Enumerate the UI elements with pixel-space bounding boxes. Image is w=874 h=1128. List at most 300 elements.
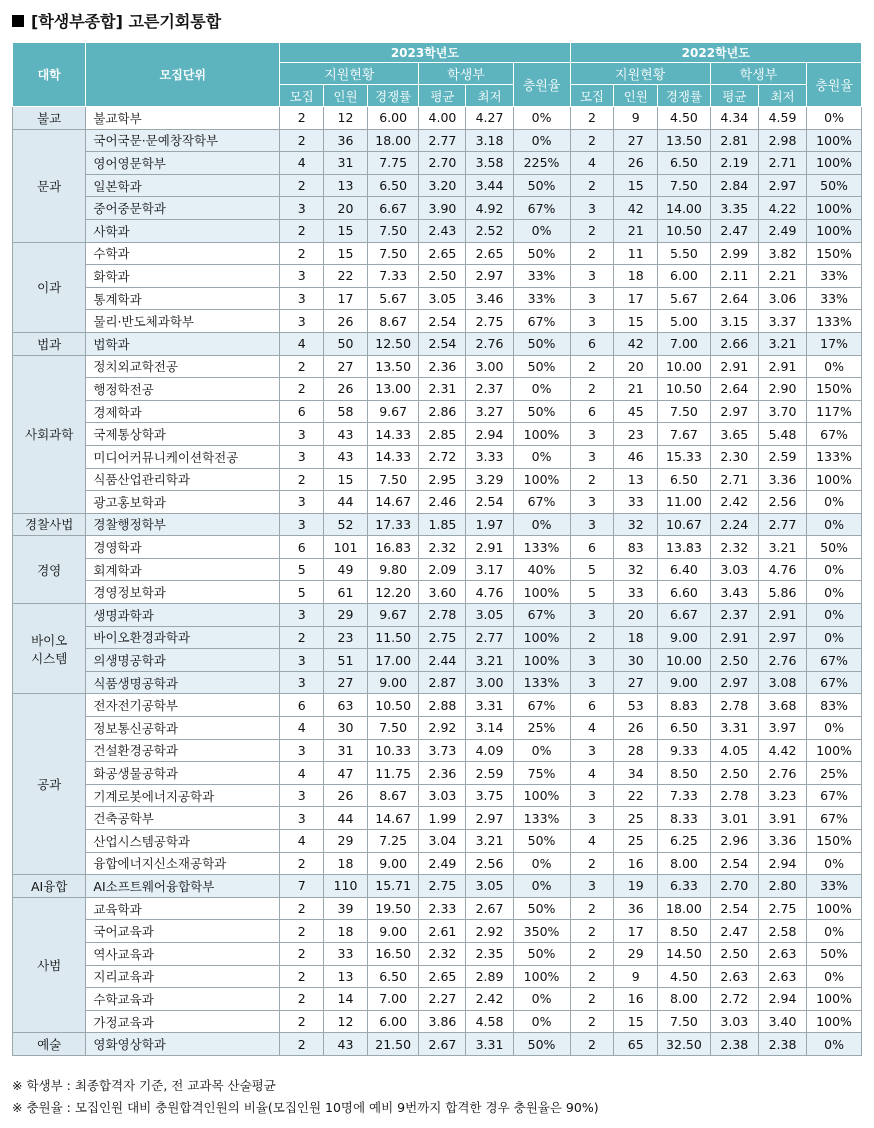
applicants-2023-cell: 20 [324, 197, 368, 220]
avg-2022-cell: 2.64 [710, 378, 758, 401]
header-apply-2023: 지원현황 [280, 63, 419, 85]
rate-2022-cell: 8.00 [658, 988, 711, 1011]
applicants-2022-cell: 65 [614, 1033, 658, 1056]
quota-2022-cell: 2 [570, 965, 614, 988]
rate-2023-cell: 6.50 [367, 965, 418, 988]
header-quota-2023: 모집 [280, 85, 324, 107]
quota-2023-cell: 3 [280, 265, 324, 288]
rate-2023-cell: 16.83 [367, 536, 418, 559]
avg-2023-cell: 2.95 [419, 468, 466, 491]
min-2023-cell: 3.44 [466, 174, 513, 197]
avg-2023-cell: 2.33 [419, 897, 466, 920]
quota-2022-cell: 6 [570, 536, 614, 559]
quota-2023-cell: 2 [280, 852, 324, 875]
avg-2023-cell: 2.54 [419, 310, 466, 333]
fill-2022-cell: 0% [807, 107, 862, 130]
rate-2023-cell: 8.67 [367, 784, 418, 807]
fill-2022-cell: 0% [807, 626, 862, 649]
table-row [13, 129, 862, 152]
min-2022-cell: 3.97 [758, 717, 806, 740]
quota-2023-cell: 6 [280, 400, 324, 423]
fill-2023-cell: 40% [513, 558, 570, 581]
fill-2023-cell: 133% [513, 671, 570, 694]
table-row [13, 875, 862, 898]
unit-cell: 경제학과 [86, 400, 280, 423]
fill-2022-cell: 0% [807, 491, 862, 514]
min-2023-cell: 2.91 [466, 536, 513, 559]
rate-2022-cell: 13.83 [658, 536, 711, 559]
quota-2022-cell: 3 [570, 310, 614, 333]
applicants-2022-cell: 19 [614, 875, 658, 898]
quota-2023-cell: 2 [280, 965, 324, 988]
min-2023-cell: 2.59 [466, 762, 513, 785]
min-2022-cell: 3.70 [758, 400, 806, 423]
quota-2022-cell: 2 [570, 174, 614, 197]
table-row [13, 897, 862, 920]
min-2023-cell: 3.00 [466, 671, 513, 694]
fill-2022-cell: 100% [807, 468, 862, 491]
rate-2023-cell: 10.33 [367, 739, 418, 762]
avg-2023-cell: 2.09 [419, 558, 466, 581]
fill-2022-cell: 33% [807, 265, 862, 288]
table-row [13, 784, 862, 807]
rate-2022-cell: 6.50 [658, 152, 711, 175]
fill-2023-cell: 0% [513, 219, 570, 242]
fill-2022-cell: 100% [807, 897, 862, 920]
header-apply-2022: 지원현황 [570, 63, 710, 85]
applicants-2023-cell: 27 [324, 671, 368, 694]
header-year-2023: 2023학년도 [280, 43, 570, 63]
unit-cell: 국제통상학과 [86, 423, 280, 446]
rate-2023-cell: 13.50 [367, 355, 418, 378]
rate-2022-cell: 14.50 [658, 942, 711, 965]
min-2022-cell: 2.49 [758, 219, 806, 242]
unit-cell: 의생명공학과 [86, 649, 280, 672]
fill-2022-cell: 83% [807, 694, 862, 717]
quota-2022-cell: 2 [570, 897, 614, 920]
table-row [13, 310, 862, 333]
unit-cell: 기계로봇에너지공학과 [86, 784, 280, 807]
rate-2023-cell: 5.67 [367, 287, 418, 310]
min-2023-cell: 2.37 [466, 378, 513, 401]
avg-2022-cell: 3.35 [710, 197, 758, 220]
avg-2023-cell: 2.70 [419, 152, 466, 175]
rate-2022-cell: 4.50 [658, 965, 711, 988]
applicants-2023-cell: 36 [324, 129, 368, 152]
fill-2022-cell: 67% [807, 671, 862, 694]
quota-2023-cell: 3 [280, 784, 324, 807]
table-row [13, 965, 862, 988]
quota-2022-cell: 2 [570, 988, 614, 1011]
min-2022-cell: 2.91 [758, 355, 806, 378]
min-2023-cell: 2.65 [466, 242, 513, 265]
college-cell: 공과 [13, 694, 86, 875]
applicants-2022-cell: 34 [614, 762, 658, 785]
fill-2022-cell: 0% [807, 604, 862, 627]
rate-2022-cell: 6.50 [658, 717, 711, 740]
min-2023-cell: 3.00 [466, 355, 513, 378]
applicants-2022-cell: 22 [614, 784, 658, 807]
applicants-2023-cell: 26 [324, 310, 368, 333]
quota-2022-cell: 6 [570, 332, 614, 355]
table-row [13, 604, 862, 627]
min-2022-cell: 5.48 [758, 423, 806, 446]
unit-cell: 생명과학과 [86, 604, 280, 627]
quota-2023-cell: 3 [280, 671, 324, 694]
unit-cell: 국어교육과 [86, 920, 280, 943]
rate-2022-cell: 11.00 [658, 491, 711, 514]
unit-cell: 회계학과 [86, 558, 280, 581]
applicants-2022-cell: 33 [614, 581, 658, 604]
avg-2022-cell: 2.81 [710, 129, 758, 152]
header-unit: 모집단위 [86, 43, 280, 107]
header-fill-2023: 충원율 [513, 63, 570, 107]
rate-2022-cell: 10.00 [658, 355, 711, 378]
min-2023-cell: 4.92 [466, 197, 513, 220]
rate-2022-cell: 14.00 [658, 197, 711, 220]
rate-2022-cell: 8.83 [658, 694, 711, 717]
quota-2023-cell: 2 [280, 129, 324, 152]
rate-2023-cell: 6.00 [367, 1010, 418, 1033]
header-avg-2023: 평균 [419, 85, 466, 107]
header-fill-2022: 충원율 [807, 63, 862, 107]
quota-2023-cell: 2 [280, 174, 324, 197]
rate-2023-cell: 11.75 [367, 762, 418, 785]
quota-2022-cell: 4 [570, 717, 614, 740]
rate-2022-cell: 10.00 [658, 649, 711, 672]
applicants-2023-cell: 52 [324, 513, 368, 536]
min-2022-cell: 3.36 [758, 830, 806, 853]
min-2023-cell: 3.05 [466, 604, 513, 627]
min-2023-cell: 2.56 [466, 852, 513, 875]
title-text: [학생부종합] 고른기회통합 [31, 12, 222, 31]
applicants-2022-cell: 11 [614, 242, 658, 265]
fill-2023-cell: 100% [513, 784, 570, 807]
applicants-2022-cell: 20 [614, 355, 658, 378]
min-2022-cell: 2.98 [758, 129, 806, 152]
applicants-2023-cell: 43 [324, 1033, 368, 1056]
college-cell: 사범 [13, 897, 86, 1033]
min-2023-cell: 3.21 [466, 830, 513, 853]
fill-2022-cell: 100% [807, 219, 862, 242]
applicants-2023-cell: 29 [324, 604, 368, 627]
avg-2023-cell: 2.75 [419, 626, 466, 649]
rate-2023-cell: 9.67 [367, 400, 418, 423]
avg-2023-cell: 3.04 [419, 830, 466, 853]
applicants-2022-cell: 45 [614, 400, 658, 423]
fill-2022-cell: 67% [807, 423, 862, 446]
min-2022-cell: 2.63 [758, 942, 806, 965]
fill-2023-cell: 225% [513, 152, 570, 175]
avg-2022-cell: 2.71 [710, 468, 758, 491]
quota-2023-cell: 2 [280, 242, 324, 265]
rate-2023-cell: 7.50 [367, 242, 418, 265]
applicants-2023-cell: 43 [324, 423, 368, 446]
min-2022-cell: 4.42 [758, 739, 806, 762]
college-cell: 바이오 시스템 [13, 604, 86, 694]
applicants-2022-cell: 25 [614, 807, 658, 830]
min-2023-cell: 2.54 [466, 491, 513, 514]
fill-2023-cell: 0% [513, 445, 570, 468]
avg-2023-cell: 3.20 [419, 174, 466, 197]
unit-cell: 건축공학부 [86, 807, 280, 830]
quota-2023-cell: 2 [280, 468, 324, 491]
applicants-2022-cell: 25 [614, 830, 658, 853]
college-cell: AI융합 [13, 875, 86, 898]
avg-2023-cell: 2.67 [419, 1033, 466, 1056]
header-applicants-2022: 인원 [614, 85, 658, 107]
quota-2022-cell: 3 [570, 423, 614, 446]
rate-2022-cell: 15.33 [658, 445, 711, 468]
applicants-2022-cell: 27 [614, 671, 658, 694]
applicants-2023-cell: 39 [324, 897, 368, 920]
fill-2022-cell: 0% [807, 355, 862, 378]
unit-cell: 물리·반도체과학부 [86, 310, 280, 333]
header-min-2022: 최저 [758, 85, 806, 107]
rate-2022-cell: 6.50 [658, 468, 711, 491]
unit-cell: 행정학전공 [86, 378, 280, 401]
quota-2022-cell: 2 [570, 468, 614, 491]
min-2023-cell: 3.75 [466, 784, 513, 807]
applicants-2022-cell: 15 [614, 174, 658, 197]
quota-2023-cell: 2 [280, 942, 324, 965]
fill-2023-cell: 25% [513, 717, 570, 740]
unit-cell: 영어영문학부 [86, 152, 280, 175]
fill-2022-cell: 100% [807, 197, 862, 220]
avg-2023-cell: 2.65 [419, 242, 466, 265]
rate-2023-cell: 6.00 [367, 107, 418, 130]
quota-2023-cell: 2 [280, 920, 324, 943]
applicants-2022-cell: 17 [614, 920, 658, 943]
avg-2022-cell: 2.54 [710, 897, 758, 920]
table-row [13, 1010, 862, 1033]
applicants-2022-cell: 23 [614, 423, 658, 446]
quota-2023-cell: 2 [280, 988, 324, 1011]
min-2023-cell: 4.09 [466, 739, 513, 762]
avg-2022-cell: 2.38 [710, 1033, 758, 1056]
fill-2022-cell: 100% [807, 988, 862, 1011]
avg-2023-cell: 1.85 [419, 513, 466, 536]
table-row [13, 265, 862, 288]
quota-2022-cell: 3 [570, 875, 614, 898]
avg-2022-cell: 2.50 [710, 649, 758, 672]
fill-2022-cell: 33% [807, 287, 862, 310]
unit-cell: 중어중문학과 [86, 197, 280, 220]
page-title [12, 9, 221, 32]
applicants-2023-cell: 17 [324, 287, 368, 310]
avg-2022-cell: 2.97 [710, 671, 758, 694]
min-2023-cell: 2.97 [466, 265, 513, 288]
avg-2023-cell: 2.49 [419, 852, 466, 875]
min-2023-cell: 3.31 [466, 1033, 513, 1056]
unit-cell: 수학교육과 [86, 988, 280, 1011]
min-2022-cell: 2.75 [758, 897, 806, 920]
fill-2022-cell: 0% [807, 581, 862, 604]
rate-2023-cell: 14.67 [367, 807, 418, 830]
avg-2022-cell: 2.24 [710, 513, 758, 536]
applicants-2023-cell: 15 [324, 468, 368, 491]
fill-2022-cell: 50% [807, 942, 862, 965]
rate-2022-cell: 9.00 [658, 671, 711, 694]
min-2022-cell: 2.59 [758, 445, 806, 468]
applicants-2023-cell: 61 [324, 581, 368, 604]
min-2022-cell: 2.91 [758, 604, 806, 627]
avg-2022-cell: 2.91 [710, 355, 758, 378]
min-2023-cell: 3.33 [466, 445, 513, 468]
min-2022-cell: 3.08 [758, 671, 806, 694]
rate-2023-cell: 6.67 [367, 197, 418, 220]
quota-2023-cell: 5 [280, 581, 324, 604]
rate-2023-cell: 7.33 [367, 265, 418, 288]
quota-2023-cell: 3 [280, 423, 324, 446]
avg-2022-cell: 2.11 [710, 265, 758, 288]
quota-2022-cell: 3 [570, 739, 614, 762]
applicants-2022-cell: 28 [614, 739, 658, 762]
header-min-2023: 최저 [466, 85, 513, 107]
header-applicants-2023: 인원 [324, 85, 368, 107]
table-row [13, 717, 862, 740]
applicants-2022-cell: 9 [614, 107, 658, 130]
footnote-record: ※ 학생부 : 최종합격자 기준, 전 교과목 산술평균 [12, 1078, 276, 1093]
avg-2022-cell: 2.42 [710, 491, 758, 514]
avg-2023-cell: 3.90 [419, 197, 466, 220]
min-2022-cell: 3.40 [758, 1010, 806, 1033]
table-row [13, 491, 862, 514]
rate-2023-cell: 14.67 [367, 491, 418, 514]
min-2022-cell: 2.80 [758, 875, 806, 898]
rate-2022-cell: 5.00 [658, 310, 711, 333]
college-cell: 경찰사법 [13, 513, 86, 536]
min-2023-cell: 4.27 [466, 107, 513, 130]
min-2022-cell: 2.97 [758, 626, 806, 649]
quota-2022-cell: 2 [570, 852, 614, 875]
quota-2023-cell: 3 [280, 310, 324, 333]
rate-2022-cell: 32.50 [658, 1033, 711, 1056]
quota-2022-cell: 2 [570, 626, 614, 649]
quota-2023-cell: 2 [280, 378, 324, 401]
min-2023-cell: 1.97 [466, 513, 513, 536]
quota-2023-cell: 3 [280, 807, 324, 830]
college-cell: 법과 [13, 332, 86, 355]
avg-2023-cell: 4.00 [419, 107, 466, 130]
avg-2022-cell: 4.05 [710, 739, 758, 762]
table-row [13, 694, 862, 717]
fill-2023-cell: 100% [513, 468, 570, 491]
avg-2023-cell: 1.99 [419, 807, 466, 830]
min-2023-cell: 2.92 [466, 920, 513, 943]
fill-2022-cell: 17% [807, 332, 862, 355]
applicants-2023-cell: 13 [324, 965, 368, 988]
applicants-2022-cell: 9 [614, 965, 658, 988]
fill-2023-cell: 133% [513, 536, 570, 559]
quota-2022-cell: 2 [570, 107, 614, 130]
college-cell: 사회과학 [13, 355, 86, 513]
table-row [13, 445, 862, 468]
footnotes [12, 1075, 599, 1119]
min-2022-cell: 3.21 [758, 332, 806, 355]
fill-2022-cell: 67% [807, 807, 862, 830]
min-2022-cell: 2.97 [758, 174, 806, 197]
table-row [13, 581, 862, 604]
unit-cell: 일본학과 [86, 174, 280, 197]
min-2022-cell: 2.76 [758, 762, 806, 785]
avg-2022-cell: 2.70 [710, 875, 758, 898]
quota-2022-cell: 5 [570, 558, 614, 581]
fill-2022-cell: 117% [807, 400, 862, 423]
min-2023-cell: 3.05 [466, 875, 513, 898]
avg-2022-cell: 3.15 [710, 310, 758, 333]
rate-2022-cell: 9.00 [658, 626, 711, 649]
avg-2022-cell: 2.91 [710, 626, 758, 649]
rate-2023-cell: 10.50 [367, 694, 418, 717]
unit-cell: 사학과 [86, 219, 280, 242]
applicants-2023-cell: 51 [324, 649, 368, 672]
table-row [13, 920, 862, 943]
rate-2022-cell: 7.50 [658, 1010, 711, 1033]
table-row [13, 671, 862, 694]
table-row [13, 423, 862, 446]
rate-2022-cell: 13.50 [658, 129, 711, 152]
table-row [13, 242, 862, 265]
header-record-2022: 학생부 [710, 63, 806, 85]
avg-2023-cell: 2.31 [419, 378, 466, 401]
rate-2023-cell: 7.50 [367, 219, 418, 242]
min-2022-cell: 3.68 [758, 694, 806, 717]
fill-2022-cell: 0% [807, 558, 862, 581]
applicants-2022-cell: 18 [614, 626, 658, 649]
applicants-2023-cell: 50 [324, 332, 368, 355]
quota-2022-cell: 2 [570, 920, 614, 943]
unit-cell: 화공생물공학과 [86, 762, 280, 785]
avg-2023-cell: 2.86 [419, 400, 466, 423]
rate-2023-cell: 15.71 [367, 875, 418, 898]
rate-2022-cell: 8.33 [658, 807, 711, 830]
min-2022-cell: 3.37 [758, 310, 806, 333]
avg-2023-cell: 2.85 [419, 423, 466, 446]
admission-results-table [12, 42, 862, 1056]
fill-2023-cell: 100% [513, 581, 570, 604]
min-2022-cell: 3.91 [758, 807, 806, 830]
rate-2023-cell: 21.50 [367, 1033, 418, 1056]
applicants-2023-cell: 31 [324, 152, 368, 175]
min-2023-cell: 2.67 [466, 897, 513, 920]
applicants-2022-cell: 16 [614, 988, 658, 1011]
avg-2023-cell: 2.50 [419, 265, 466, 288]
table-row [13, 1033, 862, 1056]
min-2023-cell: 3.27 [466, 400, 513, 423]
footnote-fill-rate: ※ 충원율 : 모집인원 대비 충원합격인원의 비율(모집인원 10명에 예비 9번까지 합격한 경우 충원율은 90%) [12, 1100, 599, 1115]
rate-2022-cell: 6.33 [658, 875, 711, 898]
table-row [13, 332, 862, 355]
quota-2022-cell: 3 [570, 649, 614, 672]
applicants-2023-cell: 13 [324, 174, 368, 197]
quota-2023-cell: 3 [280, 513, 324, 536]
header-year-2022: 2022학년도 [570, 43, 861, 63]
fill-2023-cell: 100% [513, 626, 570, 649]
avg-2022-cell: 2.64 [710, 287, 758, 310]
applicants-2022-cell: 18 [614, 265, 658, 288]
applicants-2023-cell: 63 [324, 694, 368, 717]
avg-2022-cell: 2.47 [710, 219, 758, 242]
college-cell: 문과 [13, 129, 86, 242]
rate-2023-cell: 8.67 [367, 310, 418, 333]
rate-2023-cell: 14.33 [367, 423, 418, 446]
quota-2023-cell: 3 [280, 649, 324, 672]
quota-2023-cell: 3 [280, 491, 324, 514]
applicants-2023-cell: 29 [324, 830, 368, 853]
min-2022-cell: 3.23 [758, 784, 806, 807]
avg-2023-cell: 2.77 [419, 129, 466, 152]
